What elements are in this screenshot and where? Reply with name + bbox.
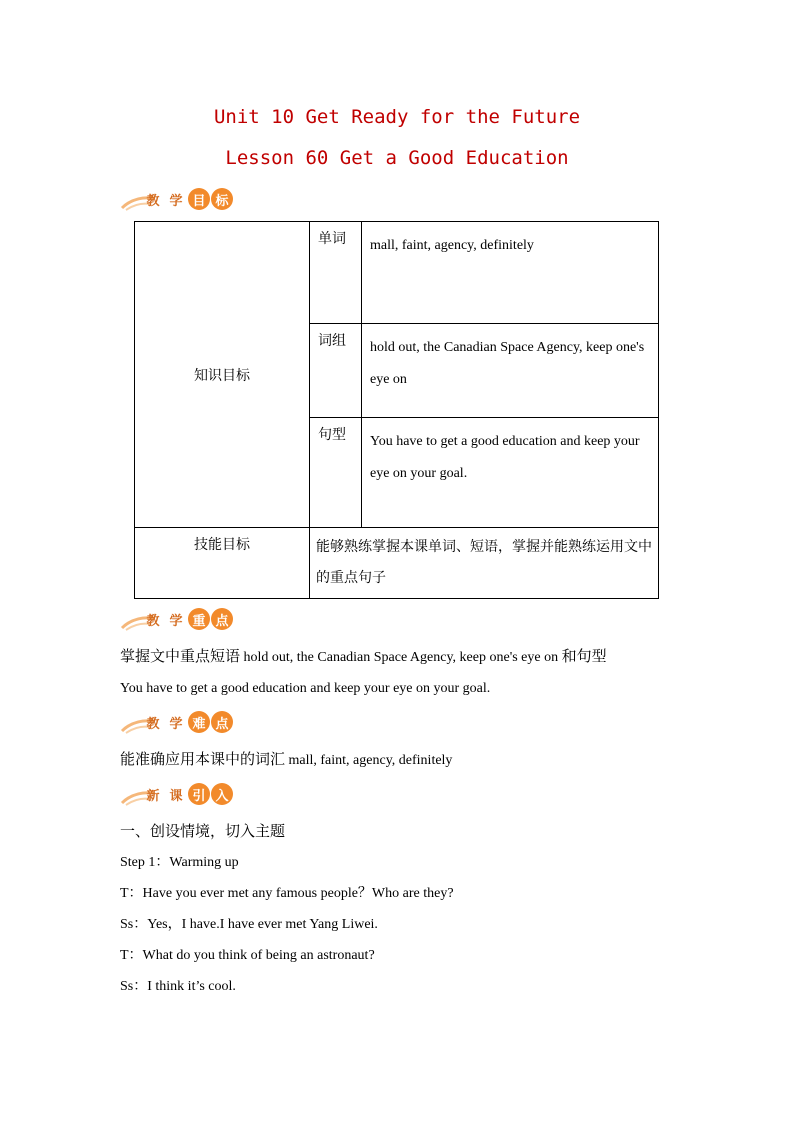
goals-table xyxy=(134,221,659,599)
key-points-suffix: 和句型 xyxy=(561,647,607,665)
badge-char: 点 xyxy=(211,711,233,733)
row-value-words: mall, faint, agency, definitely xyxy=(362,222,659,324)
badge-char: 点 xyxy=(211,608,233,630)
skill-goals-value: 能够熟练掌握本课单词、短语，掌握并能熟练运用文中的重点句子 xyxy=(310,528,659,599)
row-value-phrases: hold out, the Canadian Space Agency, keep one's eye on xyxy=(362,324,659,418)
dialogue-line: Ss：I think it’s cool. xyxy=(120,979,236,994)
unit-title: Unit 10 Get Ready for the Future xyxy=(213,106,581,128)
badge-char: 重 xyxy=(188,608,210,630)
badge-char: 新 xyxy=(146,788,160,804)
section-badge-key-points xyxy=(120,606,232,632)
difficulties-words: mall, faint, agency, definitely xyxy=(285,753,453,768)
section-badge-introduction xyxy=(120,781,232,807)
skill-goals-label: 技能目标 xyxy=(135,528,310,599)
lesson-title: Lesson 60 Get a Good Education xyxy=(225,147,569,169)
badge-char: 教 xyxy=(146,193,160,209)
badge-char: 入 xyxy=(211,783,233,805)
section-badge-objectives xyxy=(120,186,232,212)
key-points-text xyxy=(120,641,680,704)
row-label-words: 单词 xyxy=(310,222,362,324)
difficulties-prefix: 能准确应用本课中的词汇 xyxy=(120,750,286,768)
badge-char: 教 xyxy=(146,613,160,629)
dialogue-line: T：Have you ever met any famous people？Who are they? xyxy=(120,886,454,901)
difficulties-text xyxy=(120,744,680,776)
badge-char: 课 xyxy=(169,788,183,804)
key-points-phrases: hold out, the Canadian Space Agency, keep one's eye on xyxy=(240,650,562,665)
dialogue-line: Ss：Yes，I have.I have ever met Yang Liwei. xyxy=(120,917,378,932)
key-points-sentence: You have to get a good education and keep your eye on your goal. xyxy=(120,681,491,696)
badge-char: 学 xyxy=(169,193,183,209)
badge-char: 目 xyxy=(188,188,210,210)
section-badge-difficulties xyxy=(120,709,232,735)
knowledge-goals-label: 知识目标 xyxy=(135,222,310,528)
dialogue-line: Step 1：Warming up xyxy=(120,855,239,870)
dialogue-line: T：What do you think of being an astronaut? xyxy=(120,948,375,963)
introduction-body xyxy=(120,816,680,1002)
badge-char: 学 xyxy=(169,613,183,629)
row-value-sentences: You have to get a good education and keep your eye on your goal. xyxy=(362,418,659,528)
badge-char: 难 xyxy=(188,711,210,733)
row-label-phrases: 词组 xyxy=(310,324,362,418)
badge-char: 标 xyxy=(211,188,233,210)
row-label-sentences: 句型 xyxy=(310,418,362,528)
key-points-prefix: 掌握文中重点短语 xyxy=(120,647,241,665)
badge-char: 学 xyxy=(169,716,183,732)
badge-char: 引 xyxy=(188,783,210,805)
introduction-heading: 一、创设情境，切入主题 xyxy=(120,822,286,840)
badge-char: 教 xyxy=(146,716,160,732)
